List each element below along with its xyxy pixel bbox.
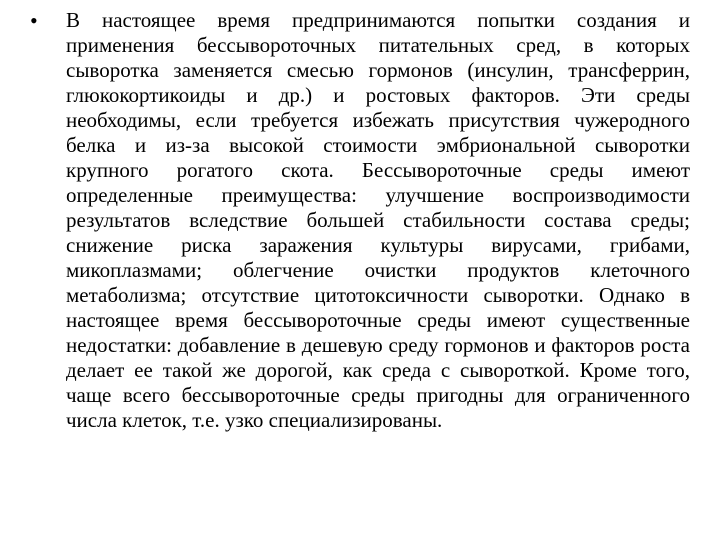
bullet-paragraph: В настоящее время предпринимаются попытки создания и применения бессывороточных питательных сред, в которых сыворотка заменяется смесью гормонов (инсулин, трансферрин, глюкокортикоиды и др.) и ростовых факторов. Эти среды необходимы, если требуется избежать присутствия чужеродного белка и из-за высокой стоимости эмбриональной сыворотки крупного рогатого скота. Бессывороточные среды имеют определенные преимущества: улучшение воспроизводимости результатов вследствие большей стабильности состава среды; снижение риска заражения культуры вирусами, грибами, микоплазмами; облегчение очистки продуктов клеточного метаболизма; отсутствие цитотоксичности сыворотки. Однако в настоящее время бессывороточные среды имеют существенные недостатки: добавление в дешевую среду гормонов и факторов роста делает ее такой же дорогой, как среда с сывороткой. Кроме того, чаще всего бессывороточные среды пригодны для ограниченного числа клеток, т.е. узко специализированы. — [66, 8, 690, 432]
bullet-item — [30, 8, 690, 433]
bullet-dot-icon: • — [30, 8, 38, 33]
